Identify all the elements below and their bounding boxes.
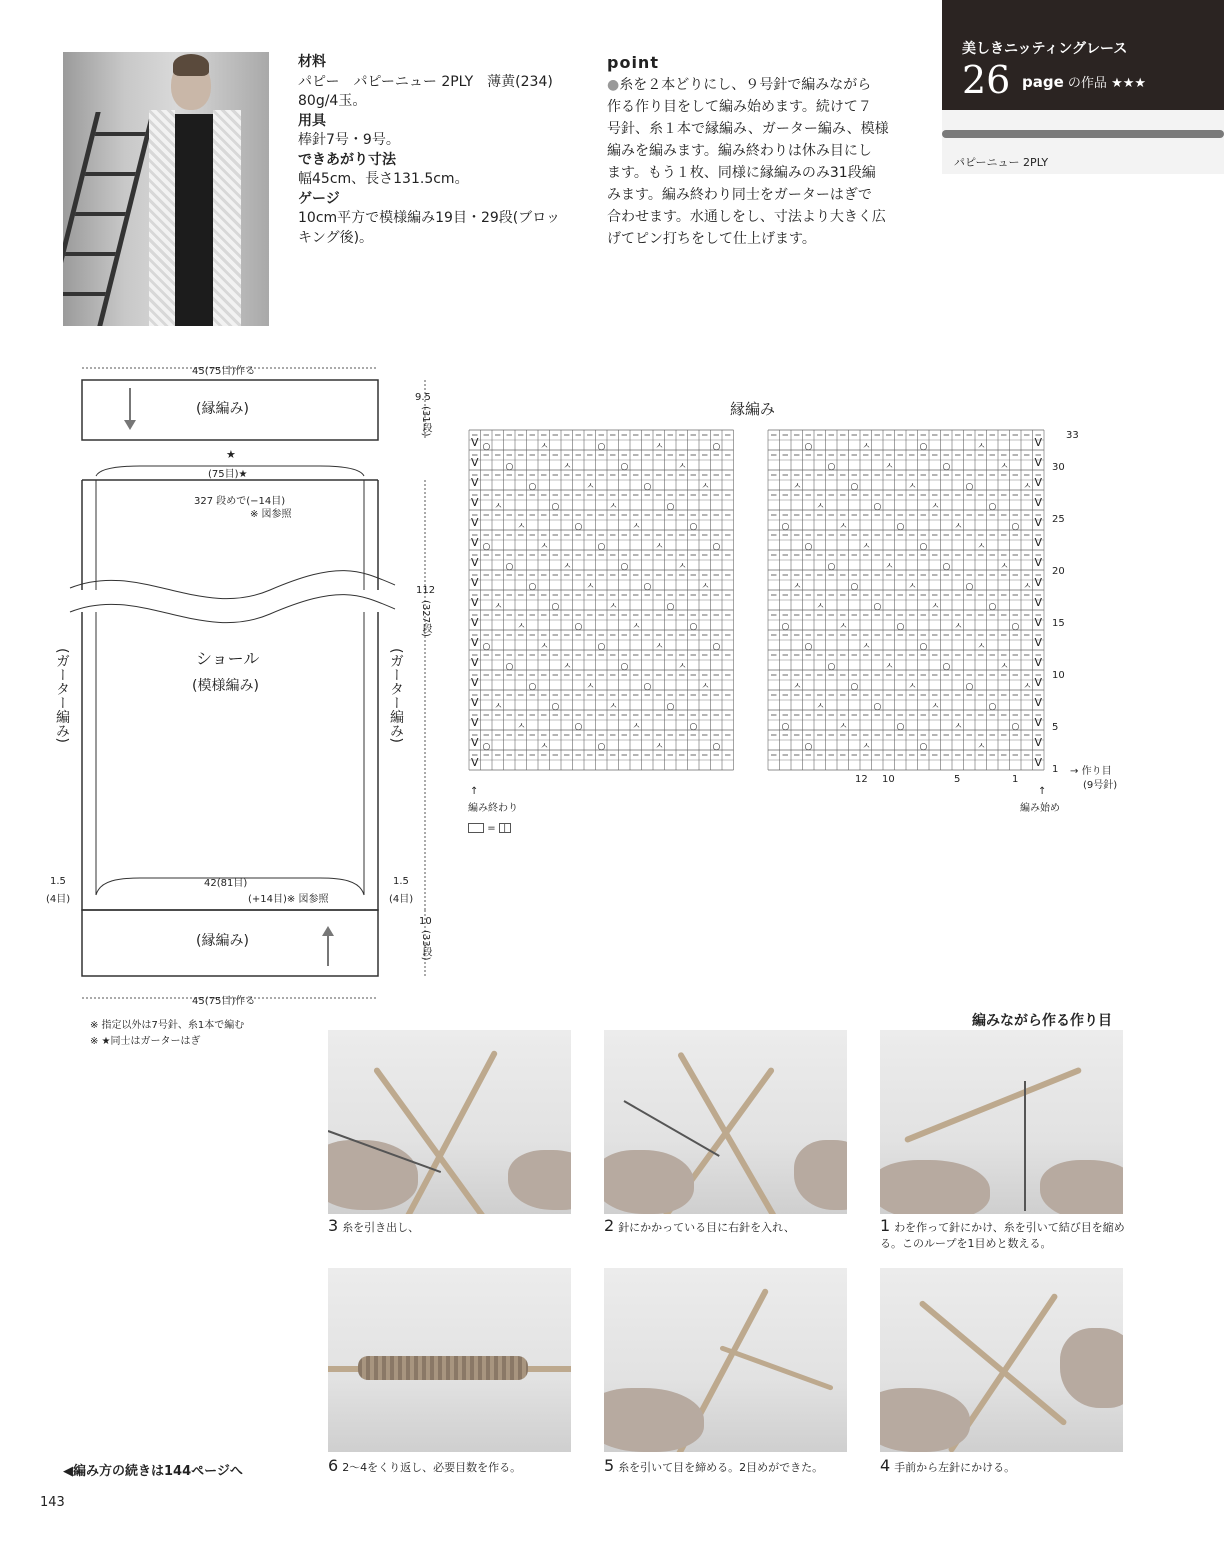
- stitch-symbol: ○: [482, 742, 491, 752]
- stitch-symbol: ○: [873, 602, 882, 612]
- yarn-sample: [942, 110, 1224, 174]
- stitch-symbol: ㅅ: [563, 462, 572, 472]
- slip-stitch-mark: V: [1034, 756, 1043, 769]
- stitch-symbol: ㅅ: [1023, 482, 1032, 492]
- point-line: 号針、糸１本で縁編み、ガーター編み、模様: [607, 121, 889, 137]
- stitch-symbol: ○: [942, 662, 951, 672]
- slip-stitch-mark: V: [471, 476, 479, 489]
- stitch-symbol: ○: [781, 622, 790, 632]
- slip-stitch-mark: V: [471, 676, 479, 689]
- slip-stitch-mark: V: [471, 736, 479, 749]
- materials: [298, 53, 598, 248]
- stitch-symbol: ㅅ: [655, 642, 664, 652]
- edging-chart: [466, 428, 1066, 788]
- stitch-symbol: ㅅ: [1000, 562, 1009, 572]
- stitch-symbol: ○: [620, 662, 629, 672]
- stitch-symbol: ㅅ: [1000, 462, 1009, 472]
- pattern-tag: [942, 0, 1224, 110]
- top-rows: (31段): [420, 406, 431, 437]
- stitch-symbol: ○: [528, 482, 537, 492]
- stitch-symbol: ㅅ: [816, 602, 825, 612]
- decrease-ref: ※ 図参照: [250, 509, 292, 520]
- stitch-symbol: ㅅ: [954, 622, 963, 632]
- stitch-symbol: ○: [896, 722, 905, 732]
- stitch-symbol: ○: [988, 602, 997, 612]
- stitch-symbol: ○: [942, 462, 951, 472]
- slip-stitch-mark: V: [471, 516, 479, 529]
- materials-heading: 材料: [298, 54, 326, 70]
- stitch-symbol: ○: [574, 722, 583, 732]
- stitch-symbol: ○: [597, 442, 606, 452]
- step-6-caption: 6 2〜4をくり返し、必要目数を作る。: [328, 1456, 522, 1475]
- slip-stitch-mark: V: [471, 716, 479, 729]
- stitch-symbol: ○: [919, 742, 928, 752]
- stitch-symbol: ○: [942, 562, 951, 572]
- page-number: 143: [40, 1495, 65, 1510]
- stitch-symbol: ㅅ: [1023, 682, 1032, 692]
- main-sub-label: (模様編み): [192, 678, 259, 694]
- stitch-symbol: ㅅ: [586, 582, 595, 592]
- point-heading: point: [607, 53, 659, 72]
- stitch-symbol: ○: [597, 742, 606, 752]
- stitch-symbol: ○: [965, 682, 974, 692]
- stitch-symbol: ㅅ: [701, 682, 710, 692]
- point-line: 編みを編みます。編み終わりは休み目にし: [607, 143, 872, 159]
- stitch-symbol: ○: [988, 502, 997, 512]
- slip-stitch-mark: V: [1034, 656, 1043, 669]
- slip-stitch-mark: V: [1034, 556, 1043, 569]
- stitch-symbol: ○: [850, 582, 859, 592]
- row-label: 15: [1052, 618, 1065, 629]
- yarn-amount: 80g/4玉。: [298, 93, 367, 109]
- stitch-symbol: ㅅ: [1023, 582, 1032, 592]
- stitch-symbol: ㅅ: [977, 642, 986, 652]
- stitch-symbol: ○: [850, 682, 859, 692]
- point-line: ます。もう１枚、同様に縁編みのみ31段編: [607, 165, 876, 181]
- body-rows: (327段): [420, 600, 431, 637]
- stitch-symbol: ○: [804, 442, 813, 452]
- stitch-symbol: ㅅ: [977, 742, 986, 752]
- decrease-note: 327 段めで(−14目): [194, 496, 286, 507]
- tools: 棒針7号・9号。: [298, 132, 400, 148]
- stitch-symbol: ○: [482, 542, 491, 552]
- yarn-line: パピー パピーニュー 2PLY 薄黄(234): [298, 73, 553, 90]
- side-right-width: 1.5: [393, 876, 409, 887]
- stitch-symbol: ㅅ: [793, 682, 802, 692]
- stitch-symbol: ㅅ: [494, 602, 503, 612]
- slip-stitch-mark: V: [1034, 436, 1043, 449]
- stitch-symbol: ○: [1011, 722, 1020, 732]
- bullet-icon: ●: [607, 77, 620, 93]
- stitch-symbol: ○: [574, 622, 583, 632]
- slip-stitch-mark: V: [1034, 636, 1043, 649]
- steps-title: 編みながら作る作り目: [972, 1013, 1112, 1029]
- knit-symbol-icon: |: [499, 823, 511, 833]
- point-line: みます。編み終わり同士をガーターはぎで: [607, 187, 872, 203]
- stitch-symbol: ○: [643, 482, 652, 492]
- slip-stitch-mark: V: [471, 656, 479, 669]
- star-stitch-count: (75目)★: [208, 469, 248, 480]
- stitch-symbol: ㅅ: [609, 702, 618, 712]
- stitch-symbol: ㅅ: [494, 502, 503, 512]
- stitch-symbol: ○: [873, 502, 882, 512]
- stitch-symbol: ㅅ: [885, 562, 894, 572]
- size: 幅45cm、長さ131.5cm。: [298, 171, 469, 187]
- stitch-symbol: ○: [597, 542, 606, 552]
- point-line: 糸を２本どりにし、９号針で編みながら: [619, 77, 872, 93]
- step-1-caption: 1 わを作って針にかけ、糸を引いて結び目を縮め る。このループを1目めと数える。: [880, 1216, 1125, 1250]
- notes: [90, 1018, 244, 1050]
- stitch-symbol: ○: [804, 642, 813, 652]
- stitch-symbol: ㅅ: [908, 682, 917, 692]
- slip-stitch-mark: V: [1034, 596, 1043, 609]
- slip-stitch-mark: V: [471, 636, 479, 649]
- point-line: 合わせます。水通しをし、寸法より大きく広: [607, 209, 886, 225]
- stitch-symbol: ○: [712, 542, 721, 552]
- side-left-width: 1.5: [50, 876, 66, 887]
- stitch-symbol: ○: [482, 642, 491, 652]
- main-label: ショール: [196, 649, 260, 668]
- slip-stitch-mark: V: [1034, 576, 1043, 589]
- slip-stitch-mark: V: [1034, 496, 1043, 509]
- stitch-symbol: ㅅ: [586, 682, 595, 692]
- body-height: 112: [416, 585, 436, 596]
- stitch-symbol: ㅅ: [885, 462, 894, 472]
- step-5-photo: [604, 1268, 847, 1452]
- stitch-symbol: ○: [482, 442, 491, 452]
- stitch-symbol: ㅅ: [563, 662, 572, 672]
- stitch-symbol: ○: [620, 562, 629, 572]
- stitch-symbol: ㅅ: [862, 642, 871, 652]
- stitch-symbol: ○: [965, 582, 974, 592]
- stitch-symbol: ○: [1011, 522, 1020, 532]
- stitch-symbol: ㅅ: [1000, 662, 1009, 672]
- stitch-symbol: ○: [689, 522, 698, 532]
- stitch-symbol: ㅅ: [609, 502, 618, 512]
- slip-stitch-mark: V: [471, 456, 479, 469]
- stitch-symbol: ㅅ: [885, 662, 894, 672]
- step-4-caption: 4 手前から左針にかける。: [880, 1456, 1016, 1475]
- pattern-number: 26: [962, 58, 1011, 102]
- stitch-symbol: ㅅ: [977, 442, 986, 452]
- stitch-symbol: ㅅ: [977, 542, 986, 552]
- stitch-symbol: ㅅ: [931, 502, 940, 512]
- stitch-symbol: ○: [804, 542, 813, 552]
- stitch-symbol: ○: [988, 702, 997, 712]
- row-label: 5: [1052, 722, 1059, 733]
- stitch-symbol: ㅅ: [540, 642, 549, 652]
- stitch-symbol: ㅅ: [793, 582, 802, 592]
- arrow-up-icon: ↑: [470, 786, 479, 797]
- slip-stitch-mark: V: [471, 756, 479, 769]
- stitch-symbol: ○: [712, 442, 721, 452]
- stitch-symbol: ○: [505, 662, 514, 672]
- legend-equals: =: [487, 823, 496, 834]
- stitch-symbol: ○: [896, 622, 905, 632]
- slip-stitch-mark: V: [1034, 456, 1043, 469]
- stitch-symbol: ㅅ: [540, 542, 549, 552]
- page-reference: [1022, 72, 1146, 91]
- slip-stitch-mark: V: [1034, 716, 1043, 729]
- stitch-symbol: ○: [827, 462, 836, 472]
- stitch-symbol: ○: [620, 462, 629, 472]
- arrow-up-icon: ↑: [1038, 786, 1047, 797]
- ladder: [63, 112, 156, 326]
- row-label: 33: [1066, 430, 1079, 441]
- slip-stitch-mark: V: [1034, 696, 1043, 709]
- stitch-symbol: ○: [666, 502, 675, 512]
- side-left-label: (ガーター編み): [54, 648, 70, 743]
- size-heading: できあがり寸法: [298, 151, 396, 168]
- stitch-symbol: ㅅ: [908, 482, 917, 492]
- start-label: 編み始め: [1020, 803, 1060, 814]
- stitch-symbol: ○: [505, 462, 514, 472]
- stitch-symbol: ○: [597, 642, 606, 652]
- bottom-stitch-count: 42(81目): [204, 878, 248, 889]
- stitch-symbol: ㅅ: [701, 582, 710, 592]
- stitch-symbol: ○: [896, 522, 905, 532]
- stitch-symbol: ○: [712, 742, 721, 752]
- continue-link[interactable]: ◀編み方の続きは144ページへ: [63, 1464, 243, 1479]
- stitch-symbol: ○: [781, 522, 790, 532]
- stitch-symbol: ○: [643, 682, 652, 692]
- stitch-symbol: ○: [689, 622, 698, 632]
- stitch-symbol: ○: [505, 562, 514, 572]
- stitch-symbol: ㅅ: [655, 742, 664, 752]
- stitch-symbol: ㅅ: [655, 442, 664, 452]
- slip-stitch-mark: V: [471, 536, 479, 549]
- gauge-line-1: 10cm平方で模様編み19目・29段(ブロッ: [298, 210, 560, 226]
- stitch-symbol: ㅅ: [839, 622, 848, 632]
- stitch-symbol: ㅅ: [540, 442, 549, 452]
- stitch-symbol: ○: [666, 602, 675, 612]
- gauge-line-2: キング後)。: [298, 229, 374, 246]
- stitch-symbol: ㅅ: [839, 522, 848, 532]
- stitch-symbol: ○: [873, 702, 882, 712]
- stitch-symbol: ㅅ: [931, 602, 940, 612]
- yarn-name: パピーニュー 2PLY: [954, 156, 1049, 169]
- slip-stitch-mark: V: [471, 576, 479, 589]
- stitch-symbol: ㅅ: [862, 442, 871, 452]
- bottom-width-label: 45(75目)作る: [192, 996, 256, 1007]
- side-right-label: (ガーター編み): [388, 648, 404, 743]
- gauge-heading: ゲージ: [298, 190, 340, 207]
- arrow-right-icon: →: [1070, 766, 1079, 777]
- bottom-band-label: (縁編み): [196, 933, 249, 949]
- stitch-symbol: ○: [689, 722, 698, 732]
- stitch-symbol: ○: [919, 442, 928, 452]
- step-6-photo: [328, 1268, 571, 1452]
- stitch-symbol: ○: [712, 642, 721, 652]
- row-label: 10: [1052, 670, 1065, 681]
- slip-stitch-mark: V: [1034, 536, 1043, 549]
- slip-stitch-mark: V: [1034, 616, 1043, 629]
- col-label: 10: [882, 774, 895, 785]
- stitch-symbol: ㅅ: [862, 742, 871, 752]
- series-title: 美しきニッティングレース: [962, 41, 1128, 57]
- side-left-stitches: (4目): [46, 894, 71, 905]
- stitch-symbol: ○: [827, 662, 836, 672]
- step-1-photo: [880, 1030, 1123, 1214]
- stitch-symbol: ㅅ: [632, 722, 641, 732]
- stitch-symbol: ㅅ: [816, 502, 825, 512]
- slip-stitch-mark: V: [471, 496, 479, 509]
- bottom-height: 10: [419, 916, 432, 927]
- stitch-symbol: ㅅ: [908, 582, 917, 592]
- stitch-symbol: ○: [781, 722, 790, 732]
- stitch-symbol: ○: [643, 582, 652, 592]
- slip-stitch-mark: V: [471, 436, 479, 449]
- row-label: 25: [1052, 514, 1065, 525]
- stitch-symbol: ○: [919, 642, 928, 652]
- stitch-symbol: ㅅ: [632, 522, 641, 532]
- end-label: 編み終わり: [468, 803, 518, 814]
- stitch-symbol: ㅅ: [517, 622, 526, 632]
- stitch-symbol: ㅅ: [793, 482, 802, 492]
- stitch-symbol: ㅅ: [954, 722, 963, 732]
- step-3-caption: 3 糸を引き出し、: [328, 1216, 420, 1235]
- stitch-symbol: ○: [528, 582, 537, 592]
- step-5-caption: 5 糸を引いて目を締める。2目めができた。: [604, 1456, 824, 1475]
- model-photo: [63, 52, 269, 326]
- yarn-strand: [942, 130, 1224, 138]
- stitch-symbol: ○: [528, 682, 537, 692]
- step-2-caption: 2 針にかかっている目に右針を入れ、: [604, 1216, 795, 1235]
- row-label: 30: [1052, 462, 1065, 473]
- stitch-symbol: ㅅ: [839, 722, 848, 732]
- difficulty-stars: ★★★: [1111, 76, 1147, 91]
- blank-cell-icon: [468, 823, 484, 833]
- row-label: 20: [1052, 566, 1065, 577]
- slip-stitch-mark: V: [1034, 676, 1043, 689]
- step-3-photo: [328, 1030, 571, 1214]
- stitch-symbol: ○: [965, 482, 974, 492]
- stitch-symbol: ㅅ: [954, 522, 963, 532]
- note-2: ※ ★同士はガーターはぎ: [90, 1036, 201, 1047]
- stitch-symbol: ㅅ: [678, 562, 687, 572]
- row-label: 1: [1052, 764, 1059, 775]
- stitch-symbol: ○: [574, 522, 583, 532]
- point-line: 作る作り目をして編み始めます。続けて７: [607, 99, 872, 115]
- stitch-symbol: ㅅ: [563, 562, 572, 572]
- stitch-symbol: ㅅ: [816, 702, 825, 712]
- bottom-rows: (33段): [420, 930, 431, 961]
- slip-stitch-mark: V: [1034, 736, 1043, 749]
- stitch-symbol: ㅅ: [494, 702, 503, 712]
- point-line: げてピン打ちをして仕上げます。: [607, 231, 816, 247]
- top-height: 9.5: [415, 392, 431, 403]
- tools-heading: 用具: [298, 112, 326, 129]
- chart-title: 縁編み: [730, 400, 776, 418]
- stitch-symbol: ㅅ: [609, 602, 618, 612]
- col-label: 12: [855, 774, 868, 785]
- col-label: 5: [954, 774, 961, 785]
- page-word: page: [1022, 73, 1064, 91]
- stitch-symbol: ○: [551, 702, 560, 712]
- slip-stitch-mark: V: [471, 556, 479, 569]
- top-band-label: (縁編み): [196, 401, 249, 417]
- stitch-symbol: ○: [666, 702, 675, 712]
- point-section: [607, 52, 897, 250]
- stitch-symbol: ㅅ: [678, 462, 687, 472]
- top-width-label: 45(75目)作る: [192, 366, 256, 377]
- stitch-symbol: ○: [551, 502, 560, 512]
- note-1: ※ 指定以外は7号針、糸1本で編む: [90, 1020, 245, 1031]
- slip-stitch-mark: V: [471, 596, 479, 609]
- slip-stitch-mark: V: [1034, 476, 1043, 489]
- stitch-symbol: ㅅ: [632, 622, 641, 632]
- slip-stitch-mark: V: [1034, 516, 1043, 529]
- stitch-symbol: ㅅ: [655, 542, 664, 552]
- stitch-symbol: ㅅ: [931, 702, 940, 712]
- col-label: 1: [1012, 774, 1019, 785]
- stitch-symbol: ○: [804, 742, 813, 752]
- stitch-symbol: ㅅ: [517, 522, 526, 532]
- side-right-stitches: (4目): [389, 894, 414, 905]
- increase-note: (+14目)※ 図参照: [248, 894, 329, 905]
- step-2-photo: [604, 1030, 847, 1214]
- stitch-symbol: ㅅ: [678, 662, 687, 672]
- stitch-symbol: ㅅ: [862, 542, 871, 552]
- slip-stitch-mark: V: [471, 696, 479, 709]
- stitch-symbol: ○: [551, 602, 560, 612]
- stitch-symbol: ㅅ: [586, 482, 595, 492]
- slip-stitch-mark: V: [471, 616, 479, 629]
- stitch-symbol: ㅅ: [701, 482, 710, 492]
- step-4-photo: [880, 1268, 1123, 1452]
- stitch-symbol: ○: [850, 482, 859, 492]
- work-word: の作品: [1067, 76, 1107, 91]
- stitch-symbol: ○: [827, 562, 836, 572]
- stitch-symbol: ㅅ: [540, 742, 549, 752]
- star-mark: ★: [226, 448, 236, 461]
- stitch-symbol: ○: [919, 542, 928, 552]
- cast-on-label: → 作り目: [1070, 766, 1112, 777]
- legend: [468, 823, 511, 834]
- stitch-symbol: ㅅ: [517, 722, 526, 732]
- cast-on-needle: (9号針): [1083, 780, 1118, 791]
- stitch-symbol: ○: [1011, 622, 1020, 632]
